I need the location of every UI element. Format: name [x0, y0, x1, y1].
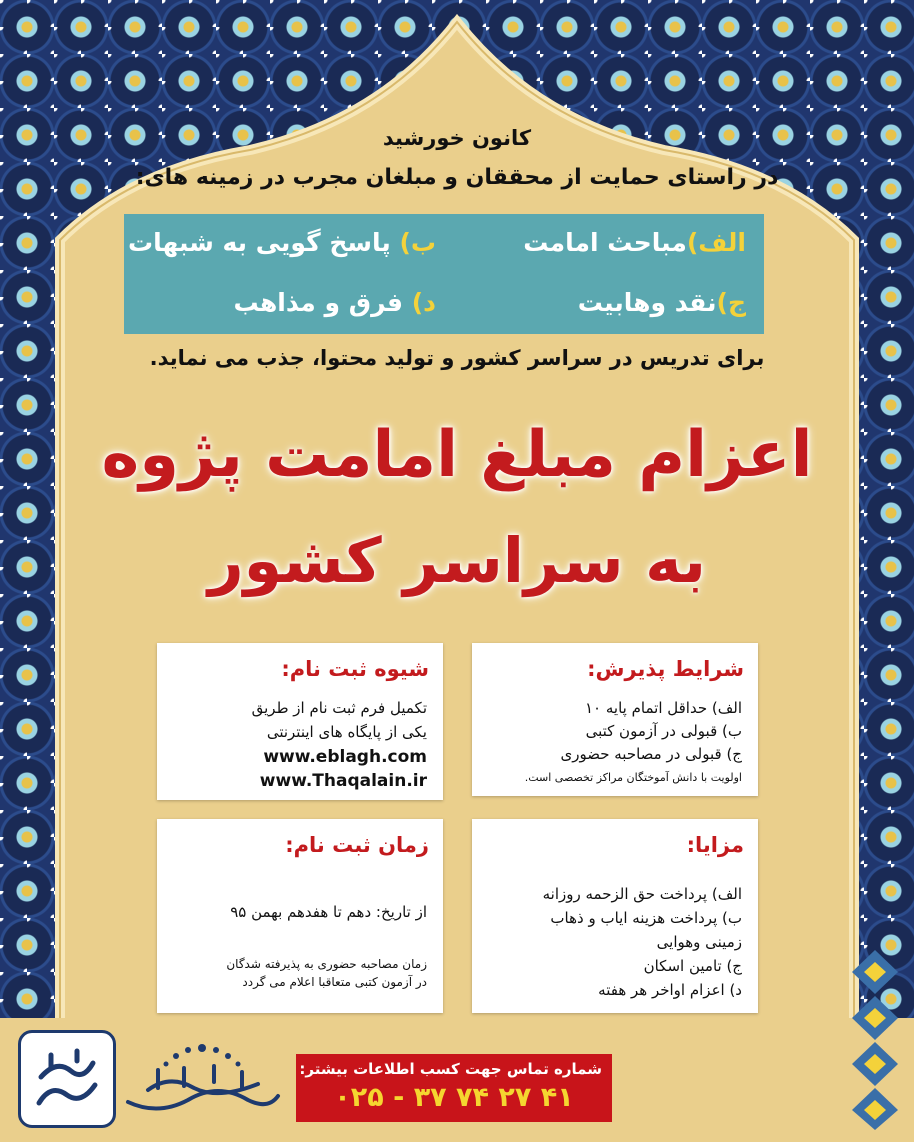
conditions-item-2: ب) قبولی در آزمون کتبی [585, 722, 742, 740]
registration-method-line-2: یکی از پایگاه های اینترنتی [266, 723, 427, 741]
conditions-item-3: ج) قبولی در مصاحبه حضوری [560, 745, 742, 763]
headline-line1: اعزام مبلغ امامت پژوه [101, 418, 813, 492]
topics-box [124, 214, 764, 334]
topic-c-key: ج) [716, 288, 746, 317]
topic-b-key: ب) [399, 228, 436, 257]
registration-method-card [157, 643, 443, 800]
url-thaqalain[interactable]: www.Thaqalain.ir [259, 771, 427, 791]
headline-line2: به سراسر کشور [207, 524, 707, 597]
intro-text: در راستای حمایت از محققان و مبلغان مجرب در زمینه های: [135, 165, 779, 190]
registration-method-line-1: تکمیل فرم ثبت نام از طریق [251, 699, 427, 717]
registration-time-card [157, 819, 443, 1013]
registration-time-note-2: در آزمون کتبی متعاقبا اعلام می گردد [242, 975, 427, 989]
topic-c [578, 288, 746, 317]
benefits-title: مزایا: [686, 833, 744, 857]
benefits-card [472, 819, 758, 1013]
topic-a-key: الف) [686, 228, 746, 257]
benefits-item-4: ج) تامین اسکان [643, 957, 742, 975]
topic-d [234, 288, 437, 317]
kanoon-khorshid-logo-icon [118, 1030, 286, 1122]
topic-d-key: د) [411, 288, 436, 317]
url-eblagh[interactable]: www.eblagh.com [263, 747, 427, 767]
topic-b-text: پاسخ گویی به شبهات [127, 228, 391, 257]
contact-phone[interactable]: ۰۲۵ - ۳۷ ۷۴ ۲۷ ۴۱ [334, 1082, 574, 1113]
registration-method-title: شیوه ثبت نام: [281, 657, 429, 681]
registration-time-title: زمان ثبت نام: [285, 833, 429, 857]
registration-time-date: از تاریخ: دهم تا هفدهم بهمن ۹۵ [230, 903, 427, 921]
diamond-ornament [850, 950, 900, 1130]
benefits-item-1: الف) پرداخت حق الزحمه روزانه [542, 885, 742, 903]
topic-b [128, 228, 436, 257]
conditions-note: اولویت با دانش آموختگان مراکز تخصصی است. [524, 771, 742, 784]
topic-a-text: مباحث امامت [523, 228, 687, 257]
org-name: کانون خورشید [382, 126, 532, 150]
topic-c-text: نقد وهابیت [577, 288, 717, 317]
purpose-text: برای تدریس در سراسر کشور و تولید محتوا، جذب می نماید. [149, 346, 765, 370]
benefits-item-2: ب) پرداخت هزینه ایاب و ذهاب [550, 909, 742, 927]
registration-time-note-1: زمان مصاحبه حضوری به پذیرفته شدگان [226, 957, 427, 971]
contact-label: شماره تماس جهت کسب اطلاعات بیشتر: [299, 1060, 602, 1078]
conditions-card [472, 643, 758, 796]
topic-d-text: فرق و مذاهب [233, 288, 404, 317]
topic-a [523, 228, 746, 257]
benefits-item-5: د) اعزام اواخر هر هفته [598, 981, 742, 999]
benefits-item-3: زمینی وهوایی [656, 933, 742, 951]
contact-box [296, 1054, 612, 1122]
logo-square-icon [18, 1030, 116, 1128]
conditions-item-1: الف) حداقل اتمام پایه ۱۰ [585, 699, 742, 717]
conditions-title: شرایط پذیرش: [587, 657, 744, 681]
